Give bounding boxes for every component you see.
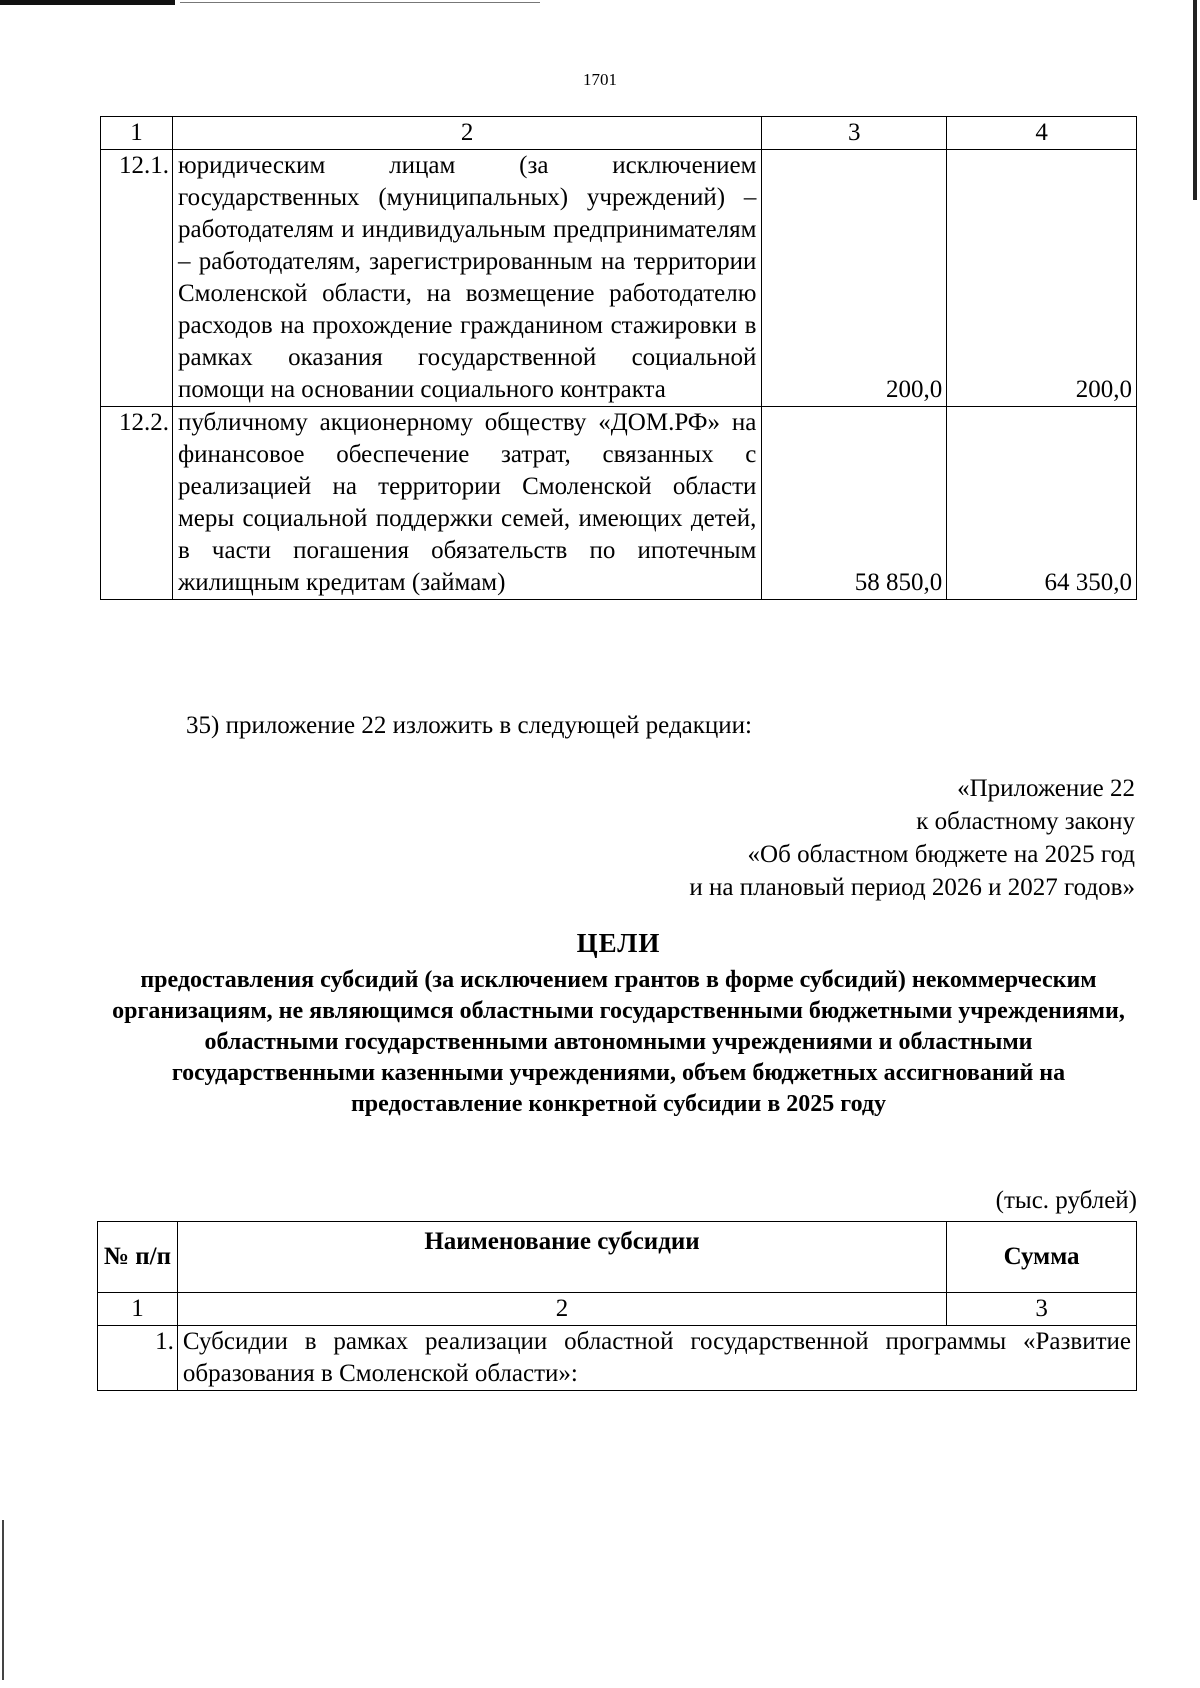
row-value-col3: 200,0 — [762, 150, 947, 407]
table-row — [101, 150, 1137, 407]
column-number-2: 2 — [172, 117, 761, 150]
row-number: 12.1. — [101, 150, 173, 407]
appendix-reference — [689, 772, 1135, 904]
column-number-1: 1 — [101, 117, 173, 150]
column-number-3: 3 — [947, 1293, 1137, 1326]
column-number-row — [98, 1293, 1137, 1326]
amendment-text: 35) приложение 22 изложить в следующей редакции: — [186, 712, 752, 739]
page-number: 1701 — [583, 70, 617, 89]
table-row — [98, 1326, 1137, 1391]
scan-edge-left — [2, 1520, 4, 1680]
scan-edge-top — [0, 0, 175, 5]
header-sum: Сумма — [947, 1222, 1137, 1293]
row-description: Субсидии в рамках реализации областной государственной программы «Развитие образования в Смоленской области»: — [177, 1326, 1136, 1391]
row-value-col3: 58 850,0 — [762, 407, 947, 600]
table-header-row — [98, 1222, 1137, 1293]
column-number-4: 4 — [947, 117, 1137, 150]
budget-table-continuation — [100, 116, 1137, 600]
unit-label: (тыс. рублей) — [995, 1187, 1137, 1214]
row-value-col4: 200,0 — [947, 150, 1137, 407]
row-description: юридическим лицам (за исключением государственных (муниципальных) учреждений) – работодателям и индивидуальным предпринимателям – работодателям, зарегистрированным на территории Смоленской области, на возмещение работодателю расходов на прохождение гражданином стажировки в рамках оказания государственной социальной помощи на основании социального контракта — [172, 150, 761, 407]
row-value-col4: 64 350,0 — [947, 407, 1137, 600]
column-number-2: 2 — [177, 1293, 946, 1326]
section-title: ЦЕЛИ — [576, 928, 661, 958]
appendix-line: к областному закону — [916, 808, 1135, 835]
section-subtitle: предоставления субсидий (за исключением грантов в форме субсидий) некоммерческим организациям, не являющимся областными государственными бюджетными учреждениями, областными государственными автономными учреждениями и областными государственными казенными учреждениями, объем бюджетных ассигнований на предоставление конкретной субсидии в 2025 году — [112, 967, 1125, 1117]
header-subsidy-name: Наименование субсидии — [177, 1222, 946, 1293]
column-number-1: 1 — [98, 1293, 178, 1326]
appendix-line: «Приложение 22 — [957, 775, 1135, 802]
scan-edge-right — [1193, 0, 1197, 200]
table-row — [101, 407, 1137, 600]
scan-edge-top-thin — [180, 2, 540, 3]
subsidies-table — [97, 1221, 1137, 1391]
table-header-row — [101, 117, 1137, 150]
row-number: 1. — [98, 1326, 178, 1391]
column-number-3: 3 — [762, 117, 947, 150]
appendix-line: и на плановый период 2026 и 2027 годов» — [689, 874, 1135, 901]
row-number: 12.2. — [101, 407, 173, 600]
appendix-line: «Об областном бюджете на 2025 год — [747, 841, 1135, 868]
header-number: № п/п — [98, 1222, 178, 1293]
row-description: публичному акционерному обществу «ДОМ.РФ» на финансовое обеспечение затрат, связанных с реализацией на территории Смоленской области меры социальной поддержки семей, имеющих детей, в части погашения обязательств по ипотечным жилищным кредитам (займам) — [172, 407, 761, 600]
